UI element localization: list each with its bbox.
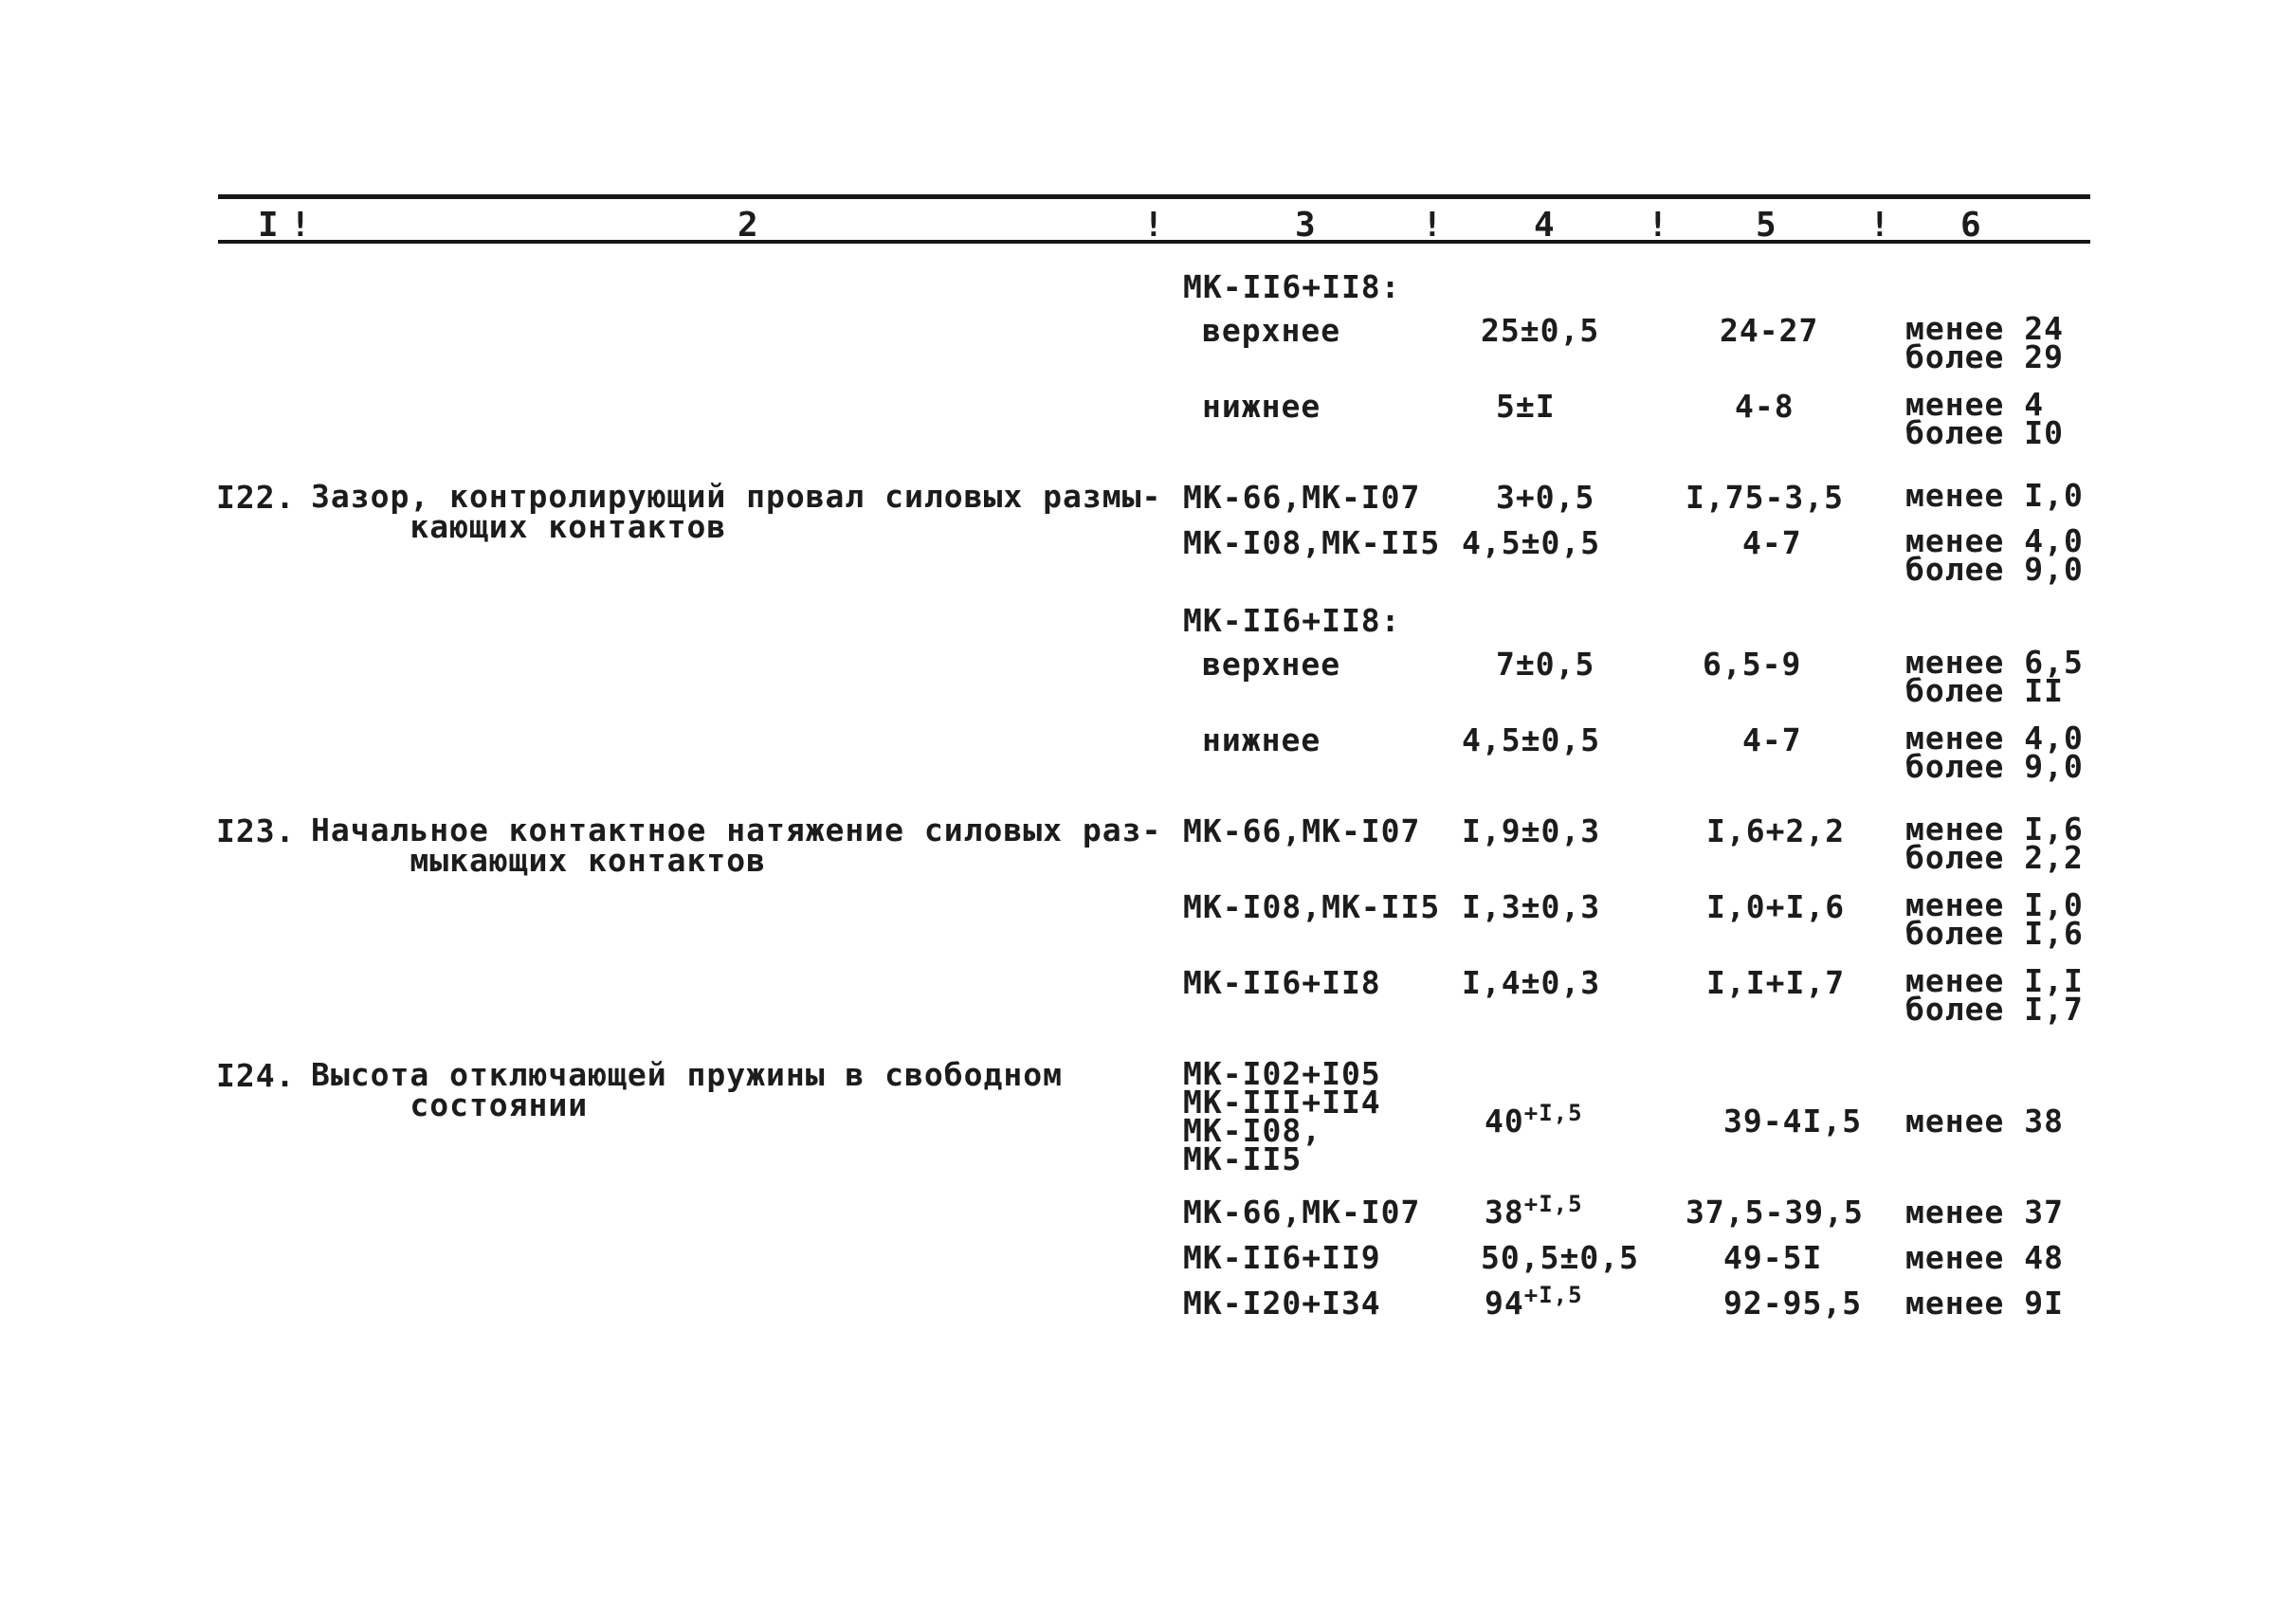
nominal-tolerance: +I,5 xyxy=(1523,1191,1583,1217)
reject-criteria: менее 24 более 29 xyxy=(1905,310,2064,375)
nominal-value xyxy=(1485,1191,1583,1231)
allowed-range: I,75-3,5 xyxy=(1686,479,1844,516)
device-name: МК-I02+I05 МК-III+II4 МК-I08, МК-II5 xyxy=(1183,1055,1381,1177)
allowed-range: I,6+2,2 xyxy=(1706,812,1846,849)
item-description: Начальное контактное натяжение силовых раз- мыкающих контактов xyxy=(311,812,1162,879)
device-name: верхнее xyxy=(1202,312,1341,349)
device-name: МК-II6+II9 xyxy=(1183,1239,1381,1276)
allowed-range: 24-27 xyxy=(1720,312,1819,349)
reject-criteria: менее 4,0 более 9,0 xyxy=(1905,522,2084,588)
item-description: Высота отключающей пружины в свободном состоянии xyxy=(311,1056,1063,1123)
device-name: МК-66,МК-I07 xyxy=(1183,1194,1421,1231)
nominal-value: 4,5±0,5 xyxy=(1462,524,1601,561)
device-name: МК-I20+I34 xyxy=(1183,1285,1381,1322)
allowed-range: I,I+I,7 xyxy=(1706,964,1846,1001)
device-name: нижнее xyxy=(1202,721,1321,758)
item-description: Зазор, контролирующий провал силовых размы- кающих контактов xyxy=(311,478,1162,545)
nominal-base: 40 xyxy=(1485,1103,1524,1140)
reject-criteria: менее 4 более I0 xyxy=(1905,386,2064,451)
nominal-value: I,3±0,3 xyxy=(1462,888,1601,925)
table-top-rule xyxy=(218,194,2090,199)
nominal-base: 94 xyxy=(1485,1285,1524,1322)
header-separator: ! xyxy=(1422,206,1443,245)
header-col-2: 2 xyxy=(738,206,758,245)
allowed-range: 4-7 xyxy=(1742,524,1802,561)
allowed-range: 37,5-39,5 xyxy=(1686,1194,1864,1231)
allowed-range: 49-5I xyxy=(1723,1239,1823,1276)
reject-criteria: менее 38 xyxy=(1905,1103,2064,1140)
header-col-6: 6 xyxy=(1960,206,1981,245)
header-separator: ! xyxy=(1648,206,1668,245)
reject-criteria: менее I,0 xyxy=(1905,477,2084,514)
nominal-base: 38 xyxy=(1485,1194,1524,1231)
header-separator: ! xyxy=(1143,206,1164,245)
device-name: МК-66,МК-I07 xyxy=(1183,812,1421,849)
item-number: I23. xyxy=(216,812,296,849)
allowed-range: 4-8 xyxy=(1735,388,1795,425)
header-col-3: 3 xyxy=(1295,206,1316,245)
header-separator: ! xyxy=(290,206,311,245)
device-name: МК-II6+II8: xyxy=(1183,602,1401,639)
nominal-value: 4,5±0,5 xyxy=(1462,721,1601,758)
reject-criteria: менее 48 xyxy=(1905,1239,2064,1276)
reject-criteria: менее I,6 более 2,2 xyxy=(1905,811,2084,876)
header-col-4: 4 xyxy=(1534,206,1555,245)
reject-criteria: менее 6,5 более II xyxy=(1905,644,2084,709)
header-col-1: I xyxy=(258,206,279,245)
reject-criteria: менее 37 xyxy=(1905,1194,2064,1231)
header-separator: ! xyxy=(1869,206,1890,245)
allowed-range: I,0+I,6 xyxy=(1706,888,1846,925)
nominal-value xyxy=(1485,1282,1583,1322)
device-name: МК-I08,МК-II5 xyxy=(1183,524,1441,561)
nominal-value: 5±I xyxy=(1496,388,1556,425)
allowed-range: 39-4I,5 xyxy=(1723,1103,1863,1140)
device-name: МК-II6+II8: xyxy=(1183,268,1401,305)
allowed-range: 92-95,5 xyxy=(1723,1285,1863,1322)
nominal-tolerance: +I,5 xyxy=(1523,1282,1583,1308)
device-name: МК-I08,МК-II5 xyxy=(1183,888,1441,925)
device-name: верхнее xyxy=(1202,646,1341,683)
nominal-value: I,4±0,3 xyxy=(1462,964,1601,1001)
reject-criteria: менее 4,0 более 9,0 xyxy=(1905,720,2084,785)
nominal-value: 25±0,5 xyxy=(1481,312,1600,349)
reject-criteria: менее I,0 более I,6 xyxy=(1905,886,2084,952)
nominal-value: 50,5±0,5 xyxy=(1481,1239,1639,1276)
reject-criteria: менее I,I более I,7 xyxy=(1905,962,2084,1028)
item-number: I22. xyxy=(216,479,296,516)
device-name: нижнее xyxy=(1202,388,1321,425)
header-col-5: 5 xyxy=(1756,206,1777,245)
device-name: МК-66,МК-I07 xyxy=(1183,479,1421,516)
allowed-range: 4-7 xyxy=(1742,721,1802,758)
item-number: I24. xyxy=(216,1057,296,1094)
device-name: МК-II6+II8 xyxy=(1183,964,1381,1001)
nominal-value: I,9±0,3 xyxy=(1462,812,1601,849)
nominal-value: 3+0,5 xyxy=(1496,479,1595,516)
reject-criteria: менее 9I xyxy=(1905,1285,2064,1322)
nominal-tolerance: +I,5 xyxy=(1523,1100,1583,1126)
allowed-range: 6,5-9 xyxy=(1703,646,1802,683)
nominal-value: 7±0,5 xyxy=(1496,646,1595,683)
nominal-value xyxy=(1485,1100,1583,1140)
